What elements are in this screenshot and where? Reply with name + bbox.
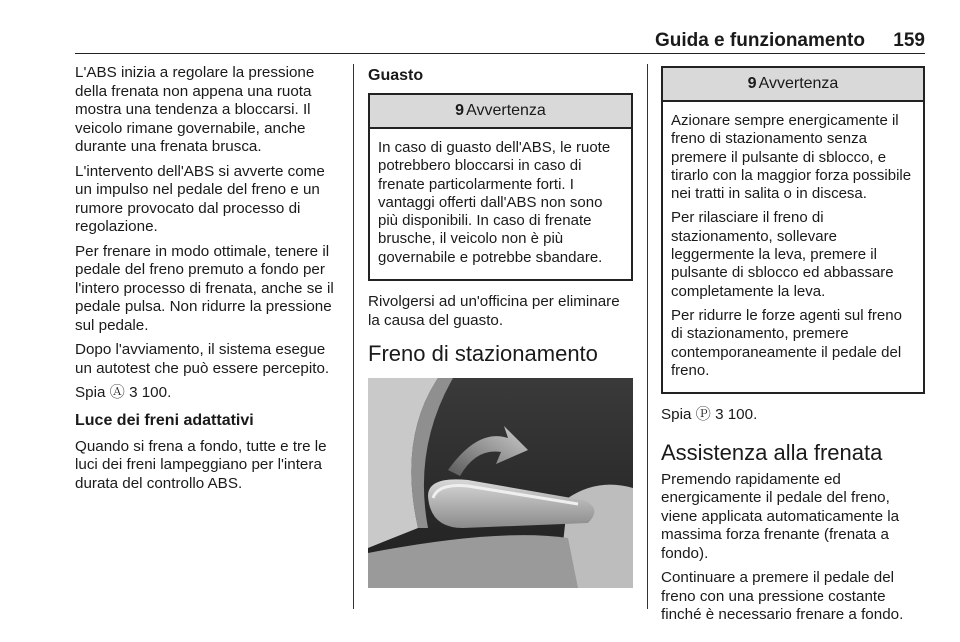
abs-paragraph-1: L'ABS inizia a regolare la pressione della frenata non appena una ruota mostra una tendenza a bloccarsi. Il veicolo rimane governabile, anche durante una frenata brusca. — [75, 64, 315, 155]
warning-text: In caso di guasto dell'ABS, le ruote potrebbero bloccarsi in caso di frenate particolarmente forti. I vantaggi offerti dall'ABS non sono più disponibili. In caso di frenate brusche, il veicolo non è più governabile e potrebbe sbandare. — [378, 139, 611, 266]
abs-paragraph-4: Dopo l'avviamento, il sistema esegue un autotest che può essere percepito. — [75, 341, 330, 377]
abs-paragraph-3: Per frenare in modo ottimale, tenere il pedale del freno premuto a fondo per l'intero processo di frenata, anche se il pedale pulsa. Non ridurre la pressione sul pedale. — [75, 242, 334, 334]
abs-spia-line — [75, 384, 340, 403]
warning-triangle-icon: 9 — [747, 75, 757, 92]
warning-body — [370, 129, 631, 279]
heading-parking-brake: Freno di stazionamento — [368, 341, 598, 367]
page-number: 159 — [893, 30, 925, 51]
workshop-paragraph: Rivolgersi ad un'officina per eliminare la causa del guasto. — [368, 293, 620, 329]
column-1 — [75, 64, 340, 499]
spia-label: Spia — [75, 384, 106, 401]
warning-body — [663, 102, 923, 392]
spia-label: Spia — [661, 406, 692, 424]
parking-brake-illustration — [368, 378, 633, 588]
warning-paragraph-2: Per rilasciare il freno di stazionamento, sollevare leggermente la leva, premere il pulsante di sblocco ed abbassare completamente la leva. — [671, 209, 894, 300]
heading-brake-assist: Assistenza alla frenata — [661, 439, 883, 465]
warning-box-abs-fault — [368, 93, 633, 281]
column-2 — [368, 64, 633, 588]
brake-assist-paragraph-1: Premendo rapidamente ed energicamente il pedale del freno, viene applicata automaticamente la massima forza frenante (frenata a fondo). — [661, 470, 900, 562]
spia-page-ref: 3 100. — [715, 406, 758, 424]
spia-page-ref: 3 100. — [129, 384, 172, 401]
parking-spia-line — [661, 406, 925, 425]
warning-triangle-icon: 9 — [455, 102, 465, 119]
adaptive-brake-lights-text: Quando si frena a fondo, tutte e tre le luci dei freni lampeggiano per l'intera durata del controllo ABS. — [75, 437, 327, 492]
column-3 — [661, 64, 925, 631]
warning-title: Avvertenza — [758, 75, 839, 92]
abs-paragraph-2: L'intervento dell'ABS si avverte come un impulso nel pedale del freno e un rumore provocato dal processo di regolazione. — [75, 162, 325, 235]
heading-guasto: Guasto — [368, 67, 424, 84]
column-divider-2 — [647, 64, 648, 609]
warning-paragraph-1: Azionare sempre energicamente il freno di stazionamento senza premere il pulsante di sblocco, e tirarlo con la maggior forza possibile nei tratti in salita o in discesa. — [671, 112, 912, 203]
brake-assist-paragraph-2: Continuare a premere il pedale del freno con una pressione costante finché è necessario frenare a fondo. — [661, 569, 904, 624]
warning-header — [663, 68, 923, 102]
abs-warning-light-icon: Ⓐ — [109, 384, 125, 401]
parking-brake-warning-light-icon: Ⓟ — [695, 406, 711, 424]
warning-paragraph-3: Per ridurre le forze agenti sul freno di stazionamento, premere contemporaneamente il pedale del freno. — [671, 306, 902, 379]
parking-brake-photo — [368, 378, 633, 588]
warning-title: Avvertenza — [466, 102, 546, 119]
warning-header — [370, 95, 631, 129]
chapter-title: Guida e funzionamento — [654, 30, 865, 51]
warning-box-parking-brake — [661, 66, 925, 394]
page-header — [75, 30, 925, 52]
column-divider-1 — [353, 64, 354, 609]
header-rule — [75, 53, 925, 54]
subheading-adaptive-brake-lights: Luce dei freni adattativi — [75, 411, 254, 429]
